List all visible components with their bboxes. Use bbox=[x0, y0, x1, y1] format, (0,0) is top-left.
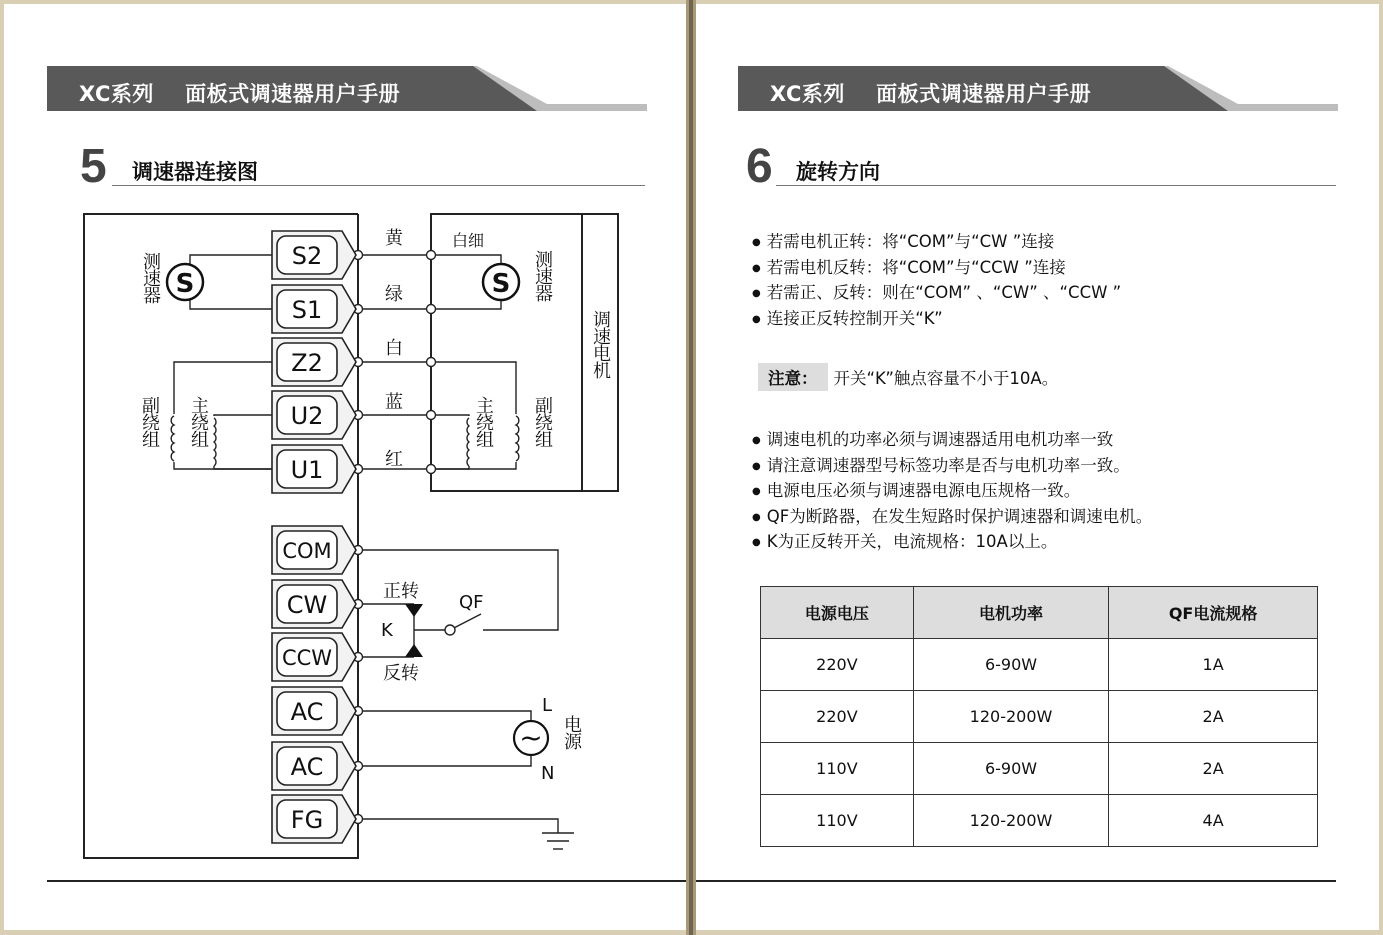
column-header: 电机功率 bbox=[913, 587, 1108, 639]
table-cell: 4A bbox=[1109, 795, 1318, 847]
section-title: 调速器连接图 bbox=[132, 160, 258, 184]
spec-table bbox=[760, 586, 1318, 847]
motor-label: 调速电机 bbox=[590, 310, 611, 378]
terminal-cw: CW bbox=[286, 591, 328, 619]
table-cell: 110V bbox=[761, 743, 914, 795]
switch-k-label: K bbox=[381, 620, 393, 641]
header-text: XC系列 面板式调速器用户手册 bbox=[770, 82, 1092, 106]
table-row bbox=[761, 691, 1318, 743]
wire-color-green: 绿 bbox=[385, 284, 403, 305]
table-cell: 2A bbox=[1109, 691, 1318, 743]
footer-rule bbox=[696, 880, 1336, 882]
list-item: ● 若需正、反转：则在“COM” 、“CW” 、“CCW ” bbox=[752, 280, 1121, 306]
terminal-fg: FG bbox=[290, 806, 324, 834]
wire-color-red: 红 bbox=[385, 449, 403, 470]
wire-color-yellow: 黄 bbox=[385, 228, 403, 249]
terminal-com: COM bbox=[282, 539, 332, 563]
reverse-arrow-icon bbox=[405, 644, 423, 657]
table-cell: 220V bbox=[761, 691, 914, 743]
table-cell: 6-90W bbox=[913, 639, 1108, 691]
main-winding-label-right: 主绕组 bbox=[473, 396, 494, 447]
aux-winding-label-left: 副绕组 bbox=[139, 396, 160, 447]
header-banner-right bbox=[738, 66, 1338, 111]
table-cell: 120-200W bbox=[913, 795, 1108, 847]
column-header: QF电流规格 bbox=[1109, 587, 1318, 639]
table-row bbox=[761, 743, 1318, 795]
requirement-list bbox=[752, 427, 1152, 555]
power-label: 电源 bbox=[561, 715, 582, 749]
breaker-label: QF bbox=[459, 592, 484, 613]
terminal-s2: S2 bbox=[291, 242, 323, 270]
column-header: 电源电压 bbox=[761, 587, 914, 639]
note bbox=[758, 363, 1058, 391]
main-winding-label-left: 主绕组 bbox=[188, 396, 209, 447]
section-rule bbox=[776, 185, 1336, 186]
section-number: 5 bbox=[80, 140, 107, 193]
table-header-row bbox=[761, 587, 1318, 639]
section-title: 旋转方向 bbox=[796, 160, 880, 184]
table-cell: 220V bbox=[761, 639, 914, 691]
header-text: XC系列 面板式调速器用户手册 bbox=[79, 82, 401, 106]
junction-dots bbox=[354, 251, 456, 824]
table-row bbox=[761, 639, 1318, 691]
list-item: ● 电源电压必须与调速器电源电压规格一致。 bbox=[752, 478, 1152, 504]
list-item: ● 若需电机正转：将“COM”与“CW ”连接 bbox=[752, 229, 1121, 255]
list-item: ● 若需电机反转：将“COM”与“CCW ”连接 bbox=[752, 255, 1121, 281]
table-cell: 6-90W bbox=[913, 743, 1108, 795]
list-item: ● QF为断路器，在发生短路时保护调速器和调速电机。 bbox=[752, 504, 1152, 530]
terminal-u2: U2 bbox=[290, 402, 324, 430]
list-item: ● 连接正反转控制开关“K” bbox=[752, 306, 1121, 332]
reverse-label: 反转 bbox=[383, 663, 419, 684]
neutral-label: N bbox=[541, 763, 555, 784]
forward-label: 正转 bbox=[383, 581, 419, 602]
list-item: ● 调速电机的功率必须与调速器适用电机功率一致 bbox=[752, 427, 1152, 453]
table-row bbox=[761, 795, 1318, 847]
note-text: 开关“K”触点容量不小于10A。 bbox=[833, 369, 1059, 388]
section-number: 6 bbox=[746, 140, 773, 193]
note-label: 注意： bbox=[758, 363, 828, 391]
table-cell: 120-200W bbox=[913, 691, 1108, 743]
terminal-z2: Z2 bbox=[291, 349, 323, 377]
list-item: ● K为正反转开关，电流规格：10A以上。 bbox=[752, 529, 1152, 555]
wire-color-blue: 蓝 bbox=[385, 392, 403, 413]
terminal-s1: S1 bbox=[291, 296, 323, 324]
forward-arrow-icon bbox=[405, 604, 423, 617]
direction-list bbox=[752, 229, 1121, 331]
wire-color-white: 白 bbox=[385, 338, 403, 359]
ac-symbol: ~ bbox=[519, 721, 543, 754]
aux-winding-label-right: 副绕组 bbox=[532, 396, 553, 447]
list-item: ● 请注意调速器型号标签功率是否与电机功率一致。 bbox=[752, 453, 1152, 479]
footer-rule bbox=[47, 880, 686, 882]
table-cell: 1A bbox=[1109, 639, 1318, 691]
line-label: L bbox=[542, 695, 553, 716]
terminal-ac-1: AC bbox=[290, 698, 324, 726]
book-spine bbox=[686, 0, 696, 935]
left-page bbox=[4, 4, 686, 930]
sensor-symbol-right: S bbox=[491, 269, 511, 299]
table-cell: 110V bbox=[761, 795, 914, 847]
tach-label-left: 测速器 bbox=[140, 252, 161, 303]
terminal-u1: U1 bbox=[290, 456, 324, 484]
label-white-fine: 白细 bbox=[452, 231, 485, 250]
tach-label-right: 测速器 bbox=[532, 250, 553, 301]
terminal-ac-2: AC bbox=[290, 753, 324, 781]
table-cell: 2A bbox=[1109, 743, 1318, 795]
sensor-symbol-left: S bbox=[175, 269, 195, 299]
terminal-ccw: CCW bbox=[281, 646, 333, 670]
